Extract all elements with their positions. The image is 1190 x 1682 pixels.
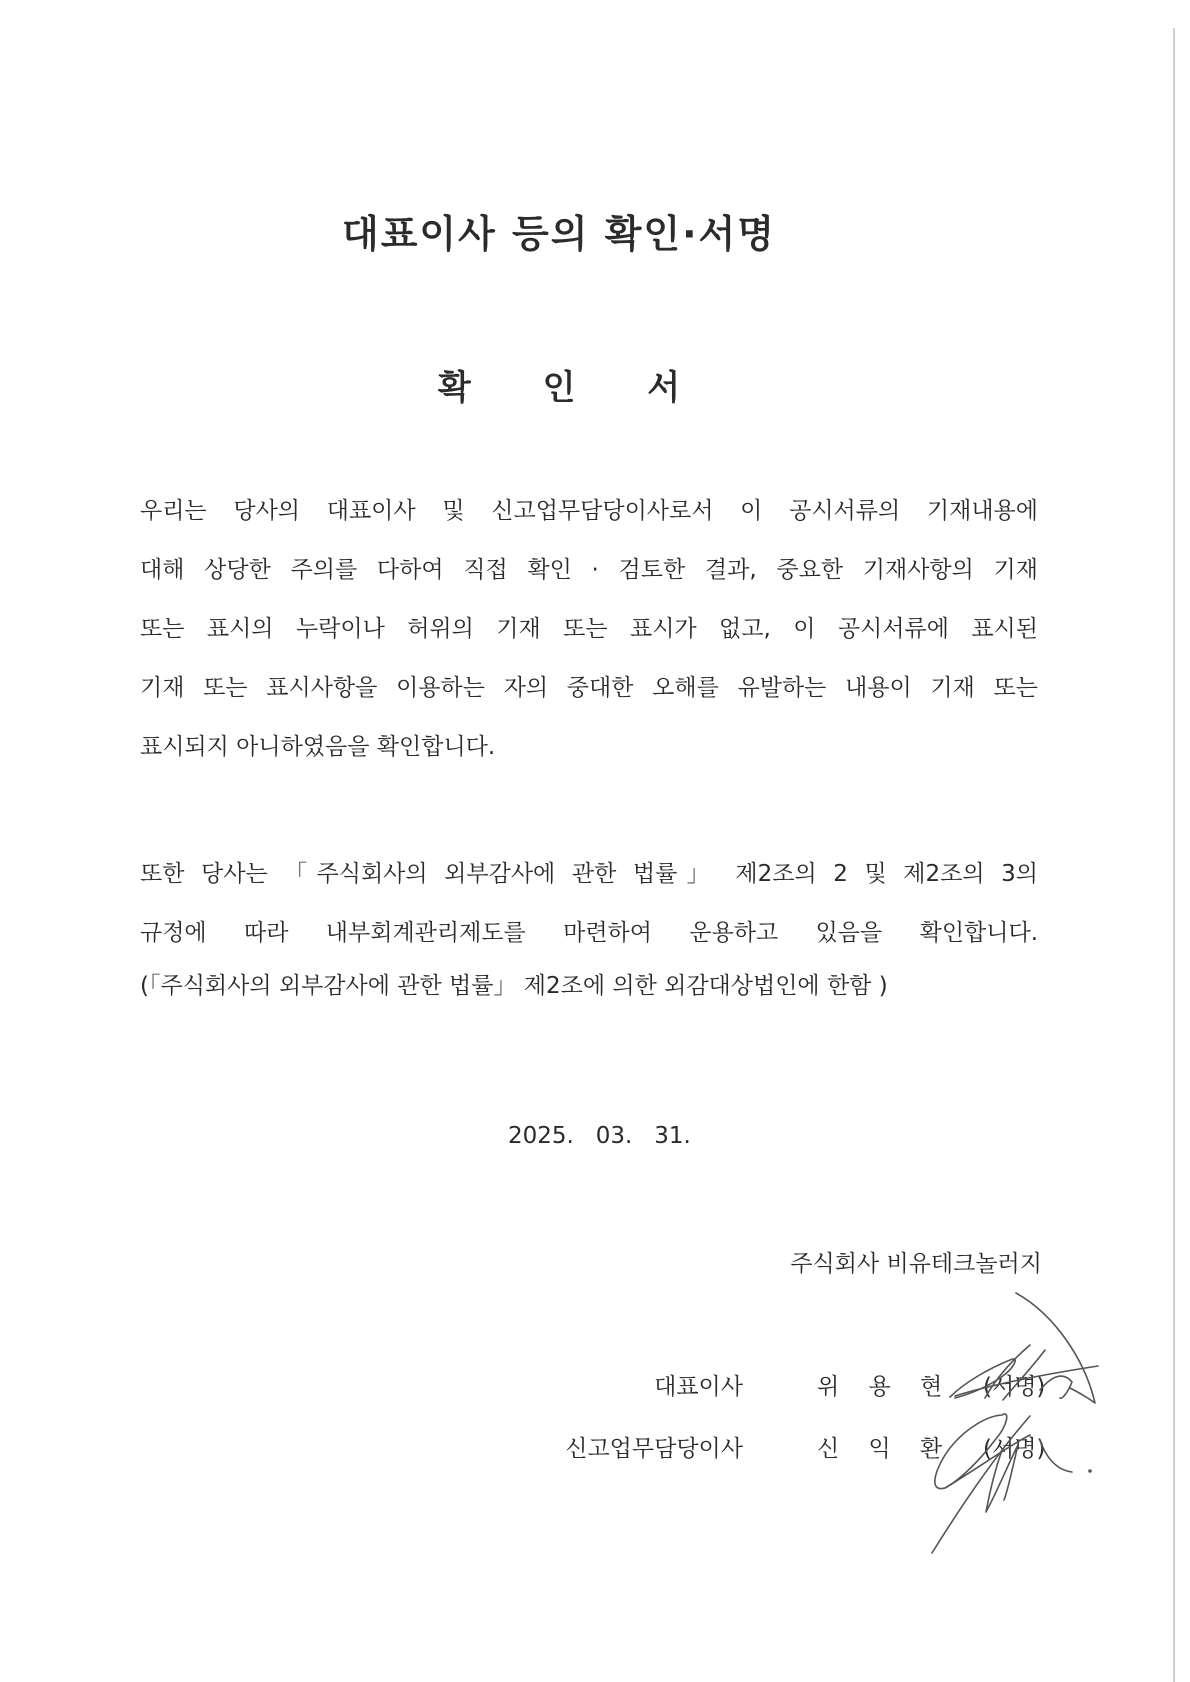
subtitle-char: 서 bbox=[647, 368, 681, 408]
paragraph-line: 또는 표시의 누락이나 허위의 기재 또는 표시가 없고, 이 공시서류에 표시된 bbox=[140, 616, 1038, 642]
paragraph-note: (「주식회사의 외부감사에 관한 법률」 제2조에 의한 외감대상법인에 한함 ) bbox=[140, 973, 888, 999]
signature-placeholder: (서명) bbox=[983, 1374, 1046, 1400]
signatory-row-disclosure-officer bbox=[0, 1430, 1190, 1464]
signatory-name: 신 익 환 bbox=[817, 1436, 954, 1462]
company-name: 주식회사 비유테크놀러지 bbox=[790, 1251, 1042, 1277]
paragraph-line: 우리는 당사의 대표이사 및 신고업무담당이사로서 이 공시서류의 기재내용에 bbox=[140, 498, 1038, 524]
signatory-role: 신고업무담당이사 bbox=[565, 1436, 743, 1462]
subtitle-char: 확 bbox=[437, 368, 471, 408]
paragraph-line: 대해 상당한 주의를 다하여 직접 확인 · 검토한 결과, 중요한 기재사항의 기재 bbox=[140, 557, 1038, 583]
paragraph-line: 표시되지 아니하였음을 확인합니다. bbox=[140, 734, 496, 760]
paragraph-line: 기재 또는 표시사항을 이용하는 자의 중대한 오해를 유발하는 내용이 기재 또는 bbox=[140, 675, 1038, 701]
signature-placeholder: (서명) bbox=[983, 1436, 1046, 1462]
subtitle-char: 인 bbox=[542, 368, 576, 408]
paragraph-line: 규정에 따라 내부회계관리제도를 마련하여 운용하고 있음을 확인합니다. bbox=[140, 920, 1038, 946]
signatory-role: 대표이사 bbox=[654, 1374, 743, 1400]
paragraph-line: 또한 당사는 「주식회사의 외부감사에 관한 법률」 제2조의 2 및 제2조의 3의 bbox=[140, 861, 1038, 887]
document-title: 대표이사 등의 확인·서명 bbox=[342, 212, 776, 256]
document-subtitle bbox=[0, 360, 1118, 409]
signatory-row-ceo bbox=[0, 1368, 1190, 1402]
signatory-name: 위 용 현 bbox=[817, 1374, 954, 1400]
document-date: 2025. 03. 31. bbox=[508, 1123, 691, 1149]
